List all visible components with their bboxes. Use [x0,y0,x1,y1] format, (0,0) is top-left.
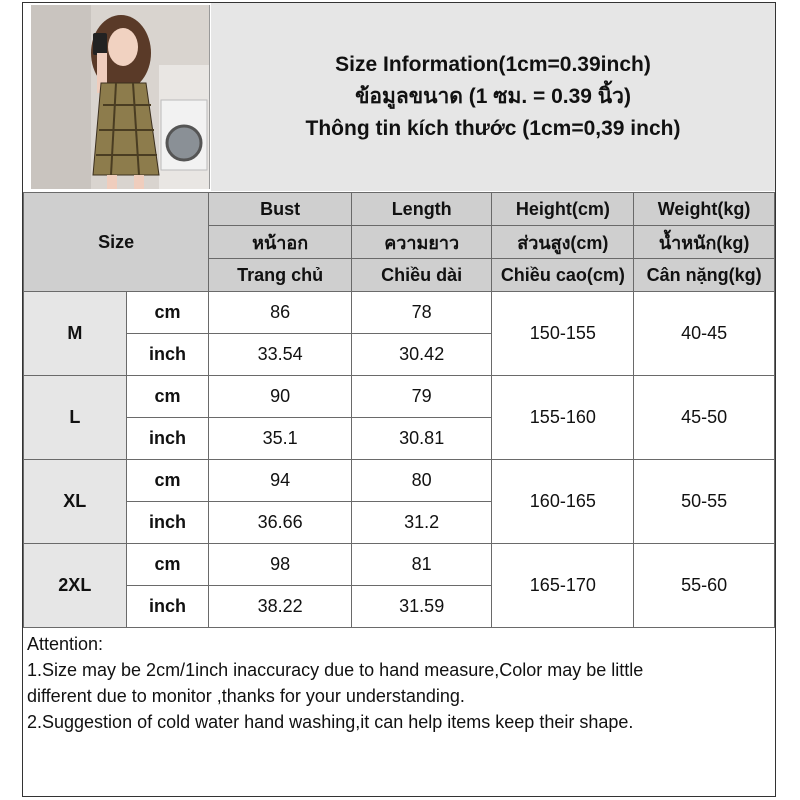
bust-inch-xl: 36.66 [209,502,352,544]
height-m: 150-155 [492,292,634,376]
product-photo [31,5,210,189]
bust-cm-2xl: 98 [209,544,352,586]
length-cm-2xl: 81 [351,544,492,586]
unit-cm: cm [126,460,209,502]
unit-inch: inch [126,586,209,628]
bust-inch-2xl: 38.22 [209,586,352,628]
attention-note [27,631,771,735]
size-information-header [211,3,775,191]
height-2xl: 165-170 [492,544,634,628]
size-table [23,192,775,628]
unit-cm: cm [126,544,209,586]
length-inch-xl: 31.2 [351,502,492,544]
col-length-vi: Chiều dài [351,259,492,292]
attention-line-3: 2.Suggestion of cold water hand washing,it can help items keep their shape. [27,712,634,732]
col-height-th: ส่วนสูง(cm) [492,226,634,259]
size-chart-sheet [22,2,776,797]
size-name-xl: XL [24,460,127,544]
col-length-th: ความยาว [351,226,492,259]
height-l: 155-160 [492,376,634,460]
bust-inch-m: 33.54 [209,334,352,376]
bust-cm-xl: 94 [209,460,352,502]
unit-inch: inch [126,334,209,376]
model-photo-icon [31,5,209,189]
size-name-l: L [24,376,127,460]
unit-inch: inch [126,502,209,544]
attention-title: Attention: [27,634,104,654]
col-bust-th: หน้าอก [209,226,352,259]
size-name-m: M [24,292,127,376]
length-inch-l: 30.81 [351,418,492,460]
bust-cm-l: 90 [209,376,352,418]
weight-2xl: 55-60 [634,544,775,628]
col-bust-vi: Trang chủ [209,259,352,292]
length-cm-m: 78 [351,292,492,334]
col-height-vi: Chiều cao(cm) [492,259,634,292]
weight-l: 45-50 [634,376,775,460]
length-inch-m: 30.42 [351,334,492,376]
length-inch-2xl: 31.59 [351,586,492,628]
size-column-title: Size [24,193,209,292]
col-weight-en: Weight(kg) [634,193,775,226]
col-weight-vi: Cân nặng(kg) [634,259,775,292]
col-length-en: Length [351,193,492,226]
unit-cm: cm [126,292,209,334]
weight-xl: 50-55 [634,460,775,544]
length-cm-xl: 80 [351,460,492,502]
size-info-thai: ข้อมูลขนาด (1 ซม. = 0.39 นิ้ว) [355,85,631,108]
size-name-2xl: 2XL [24,544,127,628]
bust-inch-l: 35.1 [209,418,352,460]
attention-line-2: different due to monitor ,thanks for your understanding. [27,686,465,706]
attention-line-1: 1.Size may be 2cm/1inch inaccuracy due to hand measure,Color may be little [27,660,644,680]
length-cm-l: 79 [351,376,492,418]
col-weight-th: น้ำหนัก(kg) [634,226,775,259]
size-info-english: Size Information(1cm=0.39inch) [335,53,651,76]
height-xl: 160-165 [492,460,634,544]
bust-cm-m: 86 [209,292,352,334]
unit-cm: cm [126,376,209,418]
size-info-vietnamese: Thông tin kích thước (1cm=0,39 inch) [305,117,681,140]
col-height-en: Height(cm) [492,193,634,226]
unit-inch: inch [126,418,209,460]
weight-m: 40-45 [634,292,775,376]
col-bust-en: Bust [209,193,352,226]
